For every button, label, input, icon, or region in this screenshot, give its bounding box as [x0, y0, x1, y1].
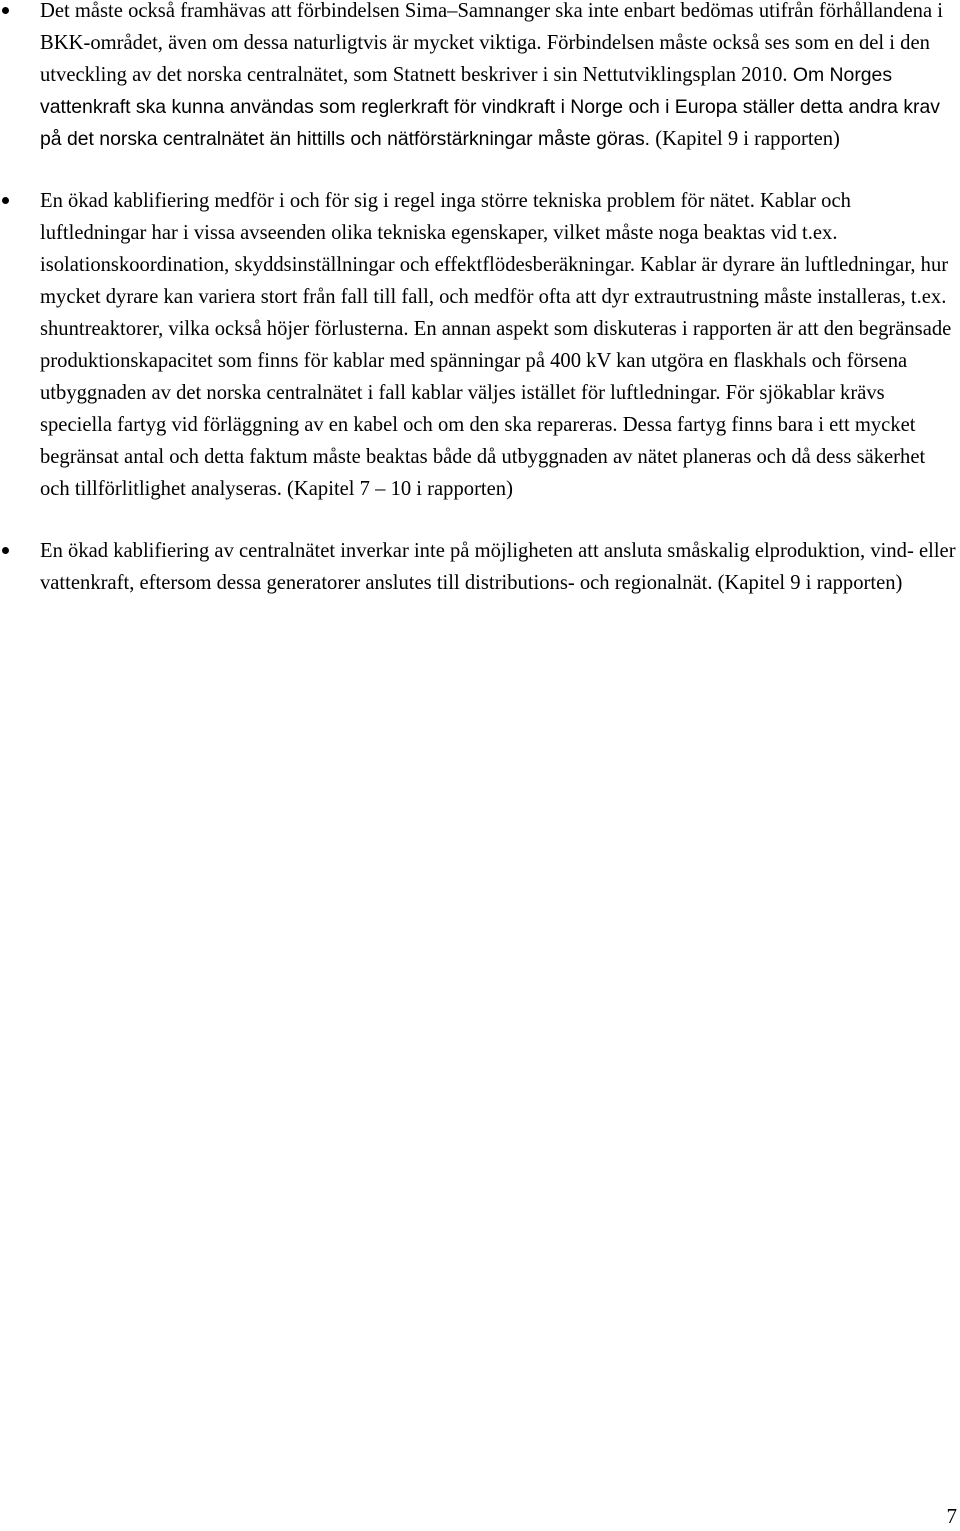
bullet-text: En ökad kablifiering av centralnätet inverkar inte på möjligheten att ansluta småskalig elproduktion, vind- eller vattenkraft, eftersom dessa generatorer anslutes till distributions- och regionalnät. (Kapitel 9 i rapporten): [40, 540, 956, 594]
bullet-dot-icon: [2, 7, 9, 14]
bullet-dot-icon: [2, 547, 9, 554]
page-number: 7: [946, 1504, 957, 1528]
bullet-dot-icon: [2, 197, 9, 204]
bullet-text-serif-end: (Kapitel 9 i rapporten): [650, 128, 840, 150]
bullet-list: [0, 0, 960, 599]
bullet-item: [0, 185, 960, 505]
bullet-text: En ökad kablifiering medför i och för sig i regel inga större tekniska problem för nätet. Kablar och luftledningar har i vissa avseenden olika tekniska egenskaper, vilket måste noga beaktas vid t.ex. isolationskoordination, skyddsinställningar och effektflödesberäkningar. Kablar är dyrare än luftledningar, hur mycket dyrare kan variera stort från fall till fall, och medför ofta att dyr extrautrustning måste installeras, t.ex. shuntreaktorer, vilka också höjer förlusterna. En annan aspekt som diskuteras i rapporten är att den begränsade produktionskapacitet som finns för kablar med spänningar på 400 kV kan utgöra en flaskhals och försena utbyggnaden av det norska centralnätet i fall kablar väljes istället för luftledningar. För sjökablar krävs speciella fartyg vid förläggning av en kabel och om den ska repareras. Dessa fartyg finns bara i ett mycket begränsat antal och detta faktum måste beaktas både då utbyggnaden av nätet planeras och då dess säkerhet och tillförlitlighet analyseras. (Kapitel 7 – 10 i rapporten): [40, 190, 952, 500]
bullet-item: [0, 535, 960, 599]
bullet-text-serif-start: Det måste också framhävas att förbindelsen Sima–Samnanger ska inte enbart bedömas utifrån förhållandena i BKK-området, även om dessa naturligtvis är mycket viktiga. Förbindelsen måste också ses som en del i den utveckling av det norska centralnätet, som Statnett beskriver i sin Nettutviklingsplan 2010.: [40, 0, 943, 86]
bullet-item: [0, 0, 960, 155]
bullet-text: [40, 0, 956, 155]
bullet-text-sans: Om Norges vattenkraft ska kunna användas som reglerkraft för vindkraft i Norge och i Europa ställer detta andra krav på det norska centralnätet än hittills och nätförstärkningar måste göras.: [40, 64, 940, 150]
